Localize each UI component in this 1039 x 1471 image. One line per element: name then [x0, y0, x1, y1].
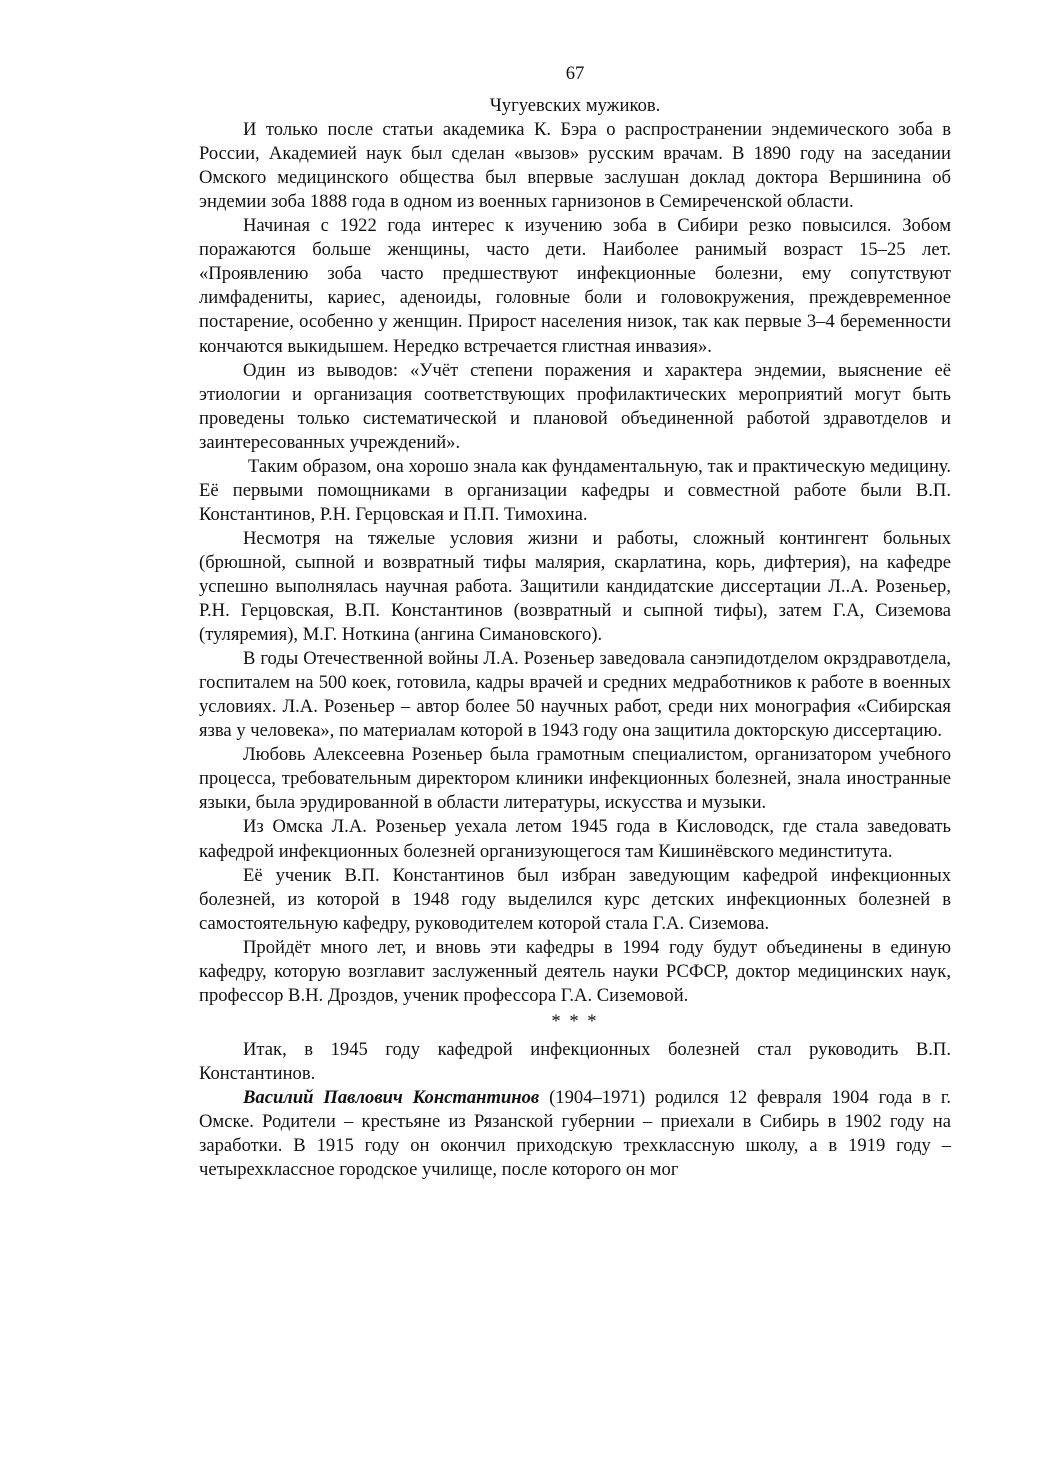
biography-paragraph [199, 1086, 951, 1182]
document-page [199, 62, 951, 1182]
section-separator: * * * [551, 1010, 599, 1032]
biography-name: Василий Павлович Константинов [243, 1086, 540, 1108]
paragraph-10: Пройдёт много лет, и вновь эти кафедры в 1994 году будут объединены в единую кафедру, которую возглавит заслуженный деятель науки РСФСР, доктор медицинских наук, профессор В.Н. Дроздов, ученик профессора Г.А. Сиземовой. [199, 936, 951, 1006]
paragraph-8: Из Омска Л.А. Розеньер уехала летом 1945 года в Кисловодск, где стала заведовать кафедрой инфекционных болезней организующегося там Кишинёвского мединститута. [199, 816, 951, 862]
paragraph-7: Любовь Алексеевна Розеньер была грамотным специалистом, организатором учебного процесса, требовательным директором клиники инфекционных болезней, знала иностранные языки, была эрудированной в области литературы, искусства и музыки. [199, 744, 951, 814]
paragraph-2: Начиная с 1922 года интерес к изучению зоба в Сибири резко повысился. Зобом поражаются больше женщины, часто дети. Наиболее ранимый возраст 15–25 лет. «Проявлению зоба часто предшествуют инфекционные болезни, ему сопутствуют лимфадениты, кариес, аденоиды, головные боли и головокружения, преждевременное постарение, особенно у женщин. Прирост населения низок, так как первые 3–4 беременности кончаются выкидышем. Нередко встречается глистная инвазия». [199, 215, 951, 357]
biography-text: (1904–1971) родился 12 февраля 1904 года в г. Омске. Родители – крестьяне из Рязанской губернии – приехали в Сибирь в 1902 году на заработки. В 1915 году он окончил приходскую трехклассную школу, а в 1919 году – четырехклассное городское училище, после которого он мог [199, 1086, 952, 1181]
paragraph-3: Один из выводов: «Учёт степени поражения и характера эндемии, выяснение её этиологии и организация соответствующих профилактических мероприятий могут быть проведены только систематической и плановой объединенной работой здравотделов и заинтересованных учреждений». [199, 359, 951, 453]
page-number: 67 [565, 63, 585, 84]
paragraph-9: Её ученик В.П. Константинов был избран заведующим кафедрой инфекционных болезней, из которой в 1948 году выделился курс детских инфекционных болезней в самостоятельную кафедру, руководителем которой стала Г.А. Сиземова. [199, 864, 951, 934]
paragraph-4: Таким образом, она хорошо знала как фундаментальную, так и практическую медицину. Её первыми помощниками в организации кафедры и совместной работе были В.П. Константинов, Р.Н. Герцовская и П.П. Тимохина. [199, 455, 951, 525]
paragraph-1: И только после статьи академика К. Бэра о распространении эндемического зоба в России, Академией наук был сделан «вызов» русским врачам. В 1890 году на заседании Омского медицинского общества был впервые заслушан доклад доктора Вершинина об эндемии зоба 1888 года в одном из военных гарнизонов в Семиреченской области. [199, 119, 951, 213]
paragraph-5: Несмотря на тяжелые условия жизни и работы, сложный контингент больных (брюшной, сыпной и возвратный тифы малярия, скарлатина, корь, дифтерия), на кафедре успешно выполнялась научная работа. Защитили кандидатские диссертации Л..А. Розеньер, Р.Н. Герцовская, В.П. Константинов (возвратный и сыпной тифы), затем Г.А, Сиземова (туляремия), М.Г. Ноткина (ангина Симановского). [199, 527, 951, 646]
continued-line: Чугуевских мужиков. [489, 95, 661, 117]
paragraph-after-separator: Итак, в 1945 году кафедрой инфекционных болезней стал руководить В.П. Константинов. [199, 1038, 951, 1084]
paragraph-6: В годы Отечественной войны Л.А. Розеньер заведовала санэпидотделом окрздравотдела, госпиталем на 500 коек, готовила, кадры врачей и средних медработников к работе в военных условиях. Л.А. Розеньер – автор более 50 научных работ, среди них монография «Сибирская язва у человека», по материалам которой в 1943 году она защитила докторскую диссертацию. [199, 648, 951, 742]
